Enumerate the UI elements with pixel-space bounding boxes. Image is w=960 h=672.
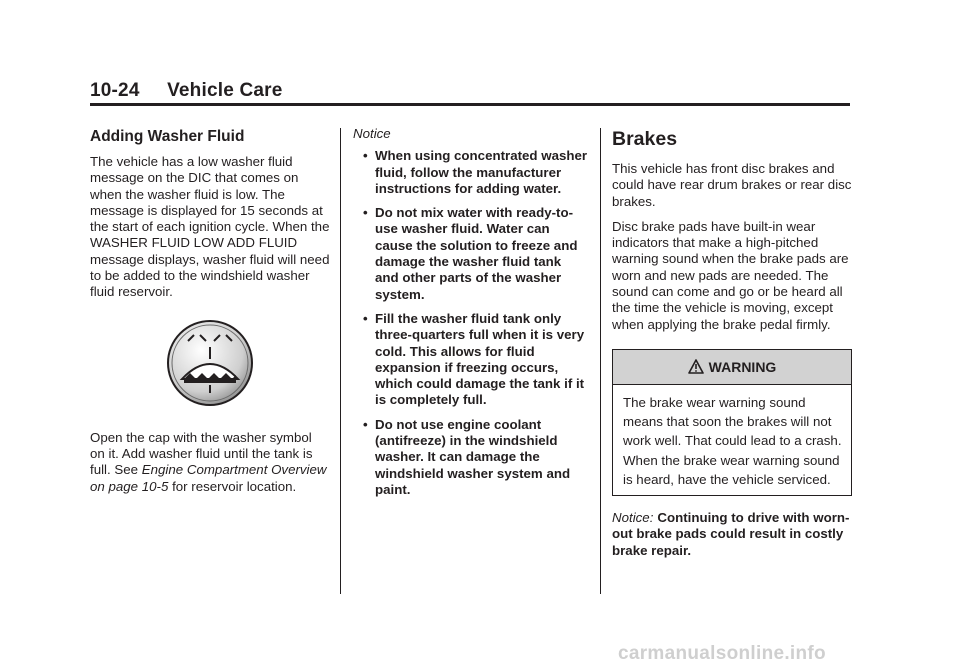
notice-list bbox=[353, 148, 588, 498]
section-heading: Adding Washer Fluid bbox=[90, 128, 245, 145]
brake-notice: Notice: Continuing to drive with worn-out brake pads could result in costly brake repair. bbox=[612, 509, 850, 558]
bullet-icon: • bbox=[363, 205, 368, 221]
page-number: 10-24 bbox=[90, 80, 140, 101]
warning-title: WARNING bbox=[708, 358, 777, 375]
bullet-icon: • bbox=[363, 310, 368, 326]
header-rule bbox=[90, 103, 850, 106]
warning-triangle-icon bbox=[688, 359, 704, 374]
watermark: carmanualsonline.info bbox=[618, 643, 826, 664]
column-divider bbox=[600, 128, 601, 594]
bullet-icon: • bbox=[363, 148, 368, 164]
list-item: • Fill the washer fluid tank only three-quarters full when it is very cold. This allows for fluid expansion if freezing occurs, which could damage the tank if it is completely full. bbox=[363, 310, 585, 408]
warning-header bbox=[613, 350, 851, 385]
warning-box bbox=[612, 349, 852, 496]
column-notice bbox=[353, 122, 588, 506]
section-heading: Brakes bbox=[612, 128, 678, 150]
paragraph: Open the cap with the washer symbol on it. Add washer fluid until the tank is full. See Engine Compartment Overview on page 10-5 for reservoir location. bbox=[90, 429, 327, 494]
notice-label: Notice bbox=[353, 126, 391, 141]
bullet-icon: • bbox=[363, 416, 368, 432]
column-brakes bbox=[612, 122, 852, 559]
column-divider bbox=[340, 128, 341, 594]
paragraph: The vehicle has a low washer fluid message on the DIC that comes on when the washer fluid is low. The message is displayed for 15 seconds at the start of each ignition cycle. When the WASHER FLUID LOW ADD FLUID message displays, washer fluid will need to be added to the windshield washer fluid reservoir. bbox=[90, 154, 330, 300]
paragraph: This vehicle has front disc brakes and could have rear drum brakes or rear disc brakes. bbox=[612, 161, 852, 209]
notice-label: Notice: bbox=[612, 509, 654, 525]
list-item: • Do not use engine coolant (antifreeze) in the windshield washer. It can damage the windshield washer system and paint. bbox=[363, 416, 571, 497]
cross-reference-link[interactable]: Engine Compartment Overview on page 10-5 bbox=[90, 462, 327, 494]
page-header bbox=[90, 80, 283, 102]
section-title: Vehicle Care bbox=[167, 80, 283, 101]
paragraph: Disc brake pads have built-in wear indicators that make a high-pitched warning sound when the brake pads are worn and new pads are needed. The sound can come and go or be heard all the time the vehicle is moving, except when applying the brake pedal firmly. bbox=[612, 218, 849, 332]
list-item: • Do not mix water with ready-to-use washer fluid. Water can cause the solution to freeze and damage the washer fluid tank and other parts of the washer system. bbox=[363, 205, 578, 302]
column-washer-fluid bbox=[90, 122, 330, 504]
list-item: • When using concentrated washer fluid, follow the manufacturer instructions for adding water. bbox=[363, 148, 588, 196]
washer-fluid-symbol-icon bbox=[90, 319, 330, 412]
warning-text: The brake wear warning sound means that soon the brakes will not work well. That could lead to a crash. When the brake wear warning sound is heard, have the vehicle serviced. bbox=[623, 394, 842, 487]
